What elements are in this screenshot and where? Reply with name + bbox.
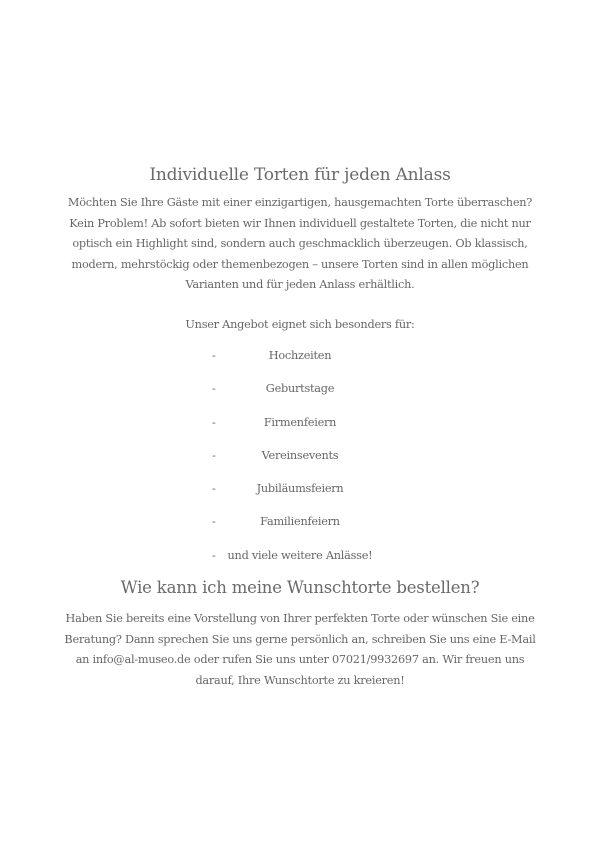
occasion-label: Jubiläumsfeiern	[256, 482, 344, 496]
order-paragraph: Haben Sie bereits eine Vorstellung von Ihrer perfekten Torte oder wünschen Sie eine Beratung? Dann sprechen Sie uns gerne persönlich an, schreiben Sie uns eine E-Mail an info@al-museo.de oder rufen Sie uns unter 07021/9932697 an. Wir freuen uns darauf, Ihre Wunschtorte zu kreieren!	[64, 612, 536, 687]
list-bullet: -	[212, 448, 216, 462]
list-bullet: -	[212, 415, 216, 429]
list-item	[0, 413, 600, 446]
occasion-label: Vereinsevents	[261, 448, 339, 462]
list-item	[0, 479, 600, 512]
list-item	[0, 346, 600, 379]
occasion-label: Hochzeiten	[268, 349, 332, 362]
section-title-how-to-order: Wie kann ich meine Wunschtorte bestellen?	[120, 578, 480, 597]
occasion-label: Geburtstage	[265, 382, 335, 396]
list-item	[0, 379, 600, 412]
list-bullet: -	[212, 515, 216, 529]
list-item	[0, 446, 600, 479]
occasion-list	[0, 346, 600, 579]
occasion-label: Familienfeiern	[260, 515, 340, 529]
intro-paragraph: Möchten Sie Ihre Gäste mit einer einzigartigen, hausgemachten Torte überraschen? Kein Problem! Ab sofort bieten wir Ihnen individuell gestaltete Torten, die nicht nur optisch ein Highlight sind, sondern auch geschmacklich überzeugen. Ob klassisch, modern, mehrstöckig oder themenbezogen – unsere Torten sind in allen möglichen Varianten und für jeden Anlass erhältlich.	[67, 196, 533, 292]
occasion-label: und viele weitere Anlässe!	[227, 548, 373, 562]
list-bullet: -	[212, 482, 216, 496]
list-bullet: -	[212, 548, 216, 562]
list-bullet: -	[212, 382, 216, 396]
list-item	[0, 546, 600, 579]
occasion-label: Firmenfeiern	[263, 415, 337, 429]
offer-intro-text: Unser Angebot eignet sich besonders für:	[185, 318, 415, 331]
list-bullet: -	[212, 349, 216, 362]
list-item	[0, 512, 600, 545]
section-title-individual-cakes: Individuelle Torten für jeden Anlass	[149, 165, 451, 185]
